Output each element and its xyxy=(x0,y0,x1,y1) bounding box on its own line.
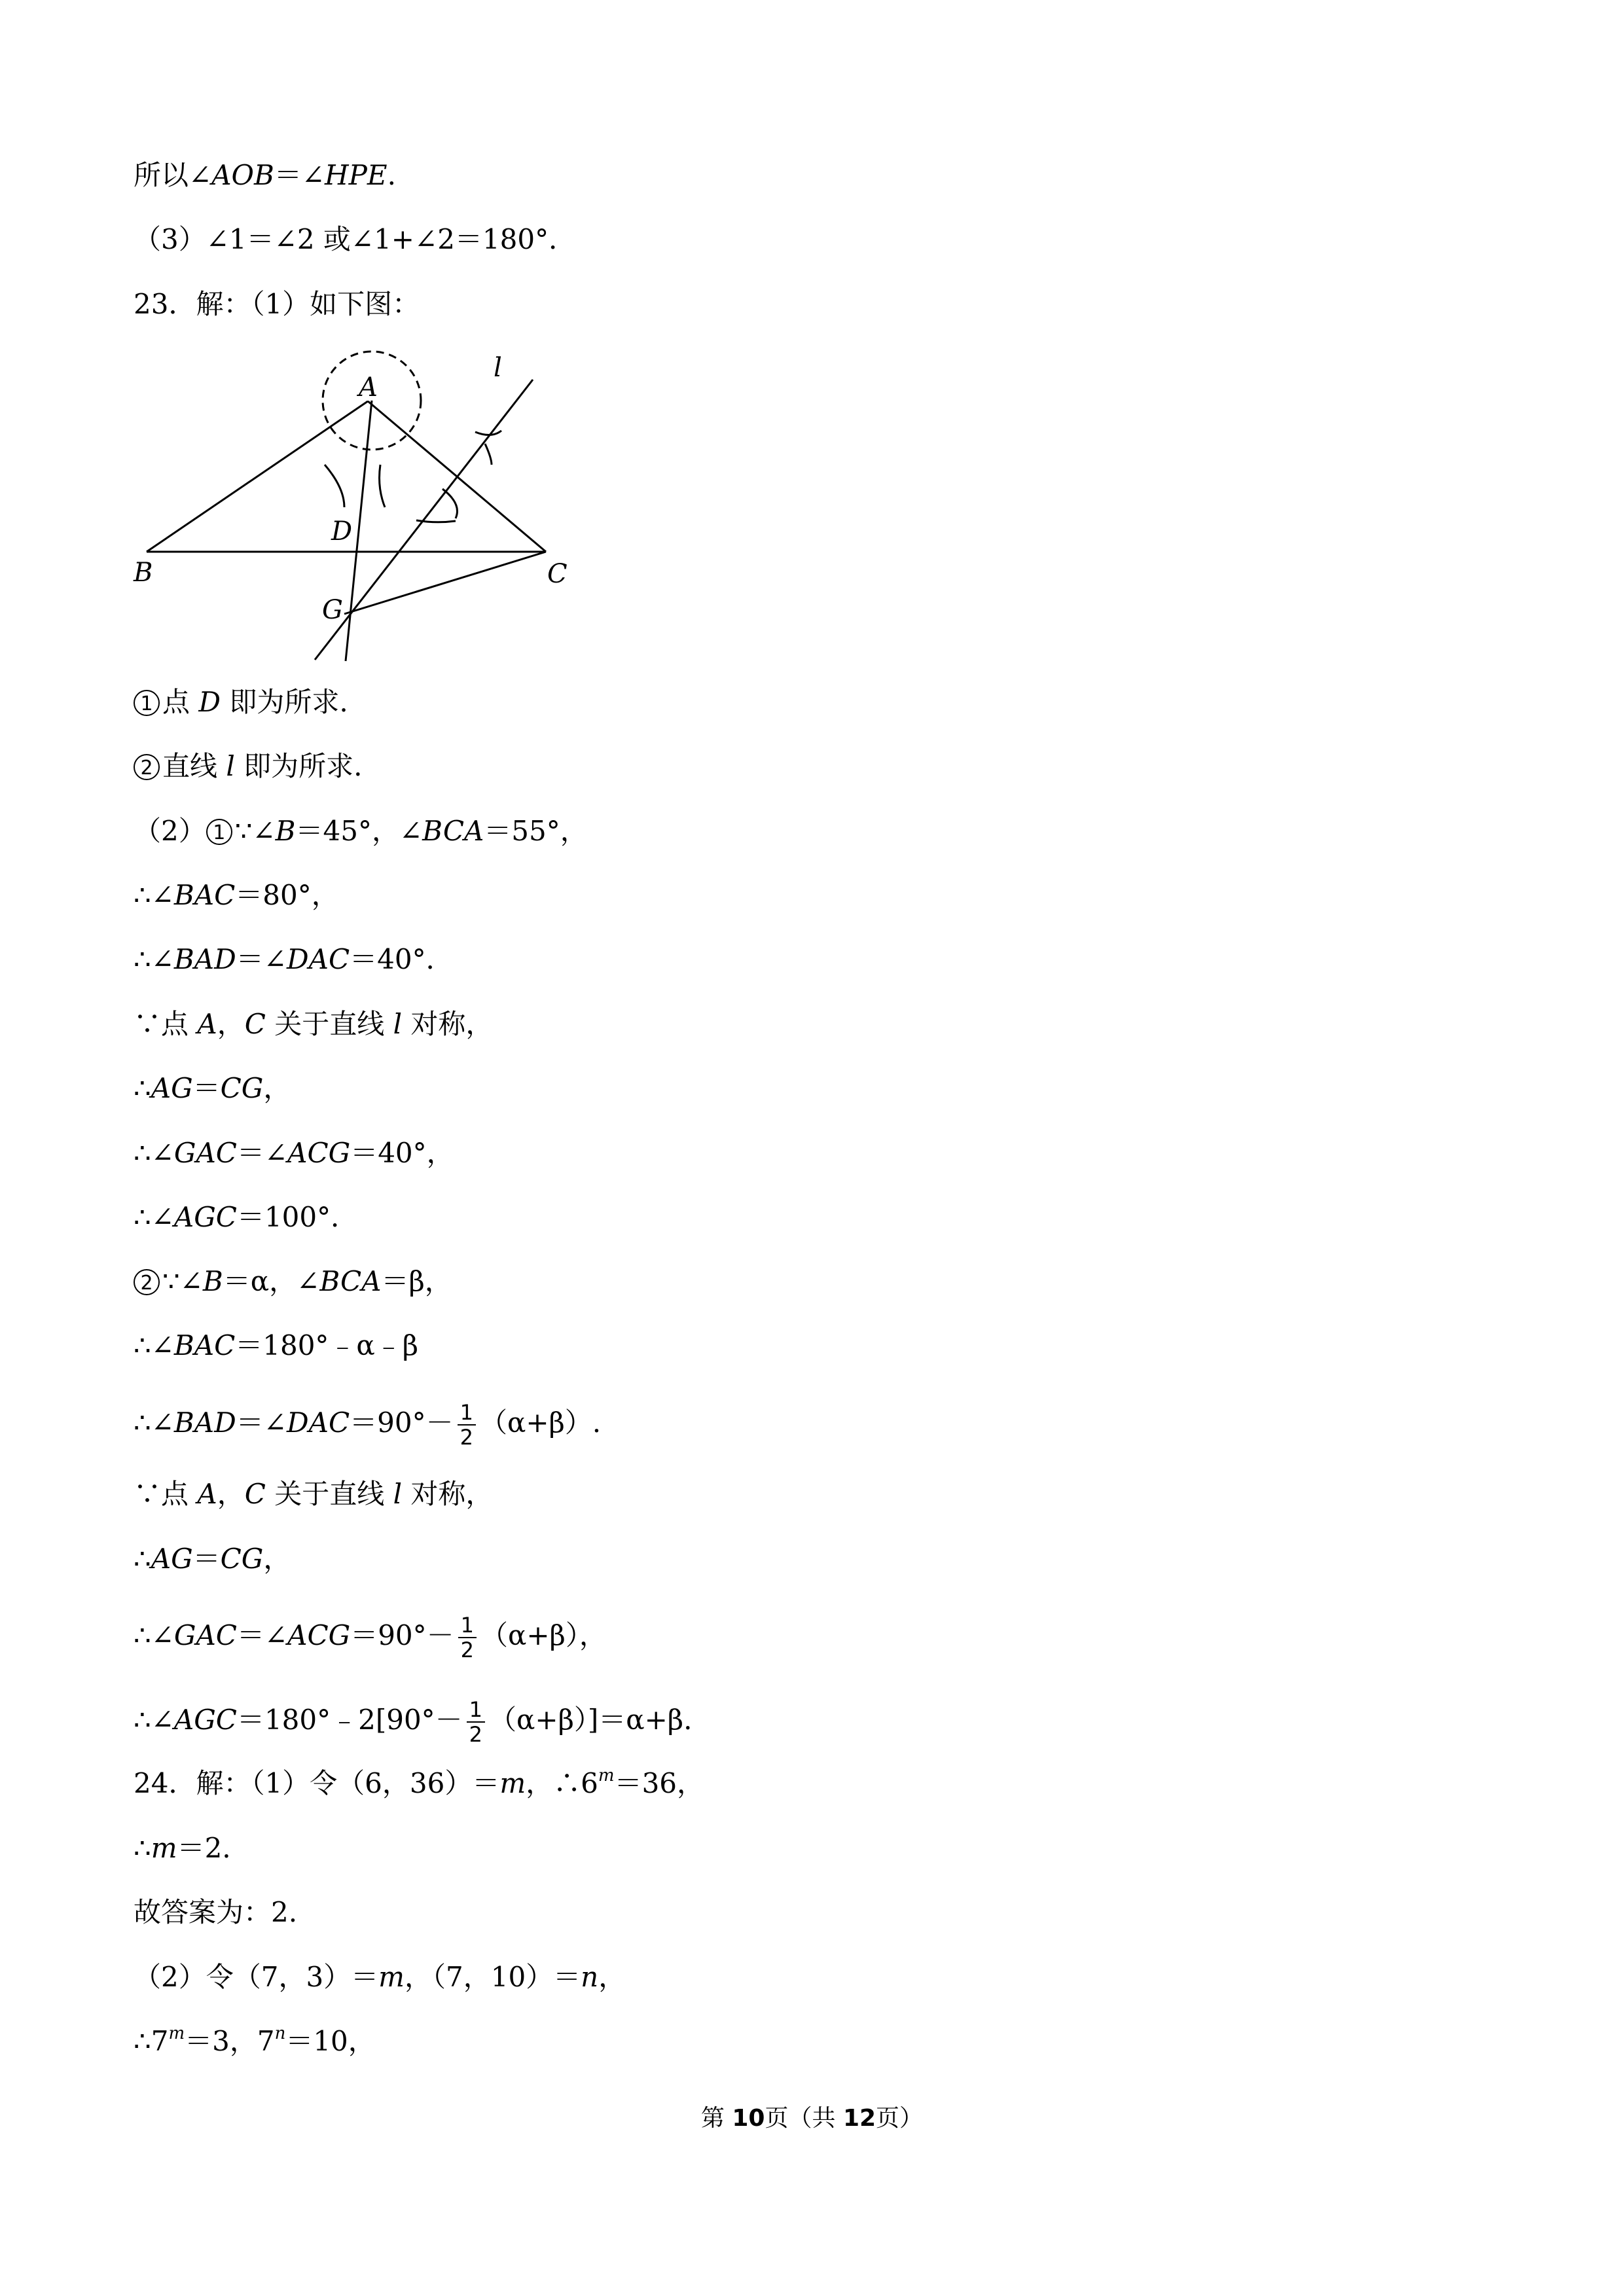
text-line: ∴m＝2. xyxy=(134,1832,231,1864)
circled-number-1: 1 xyxy=(134,690,160,716)
label-D: D xyxy=(331,516,353,547)
text-line: $\therefore 7^m=3$，$7^n=10$， xyxy=(134,2024,376,2057)
text-line: ∴∠BAC＝80°， xyxy=(134,879,339,911)
text-line: 1 点 D 即为所求. xyxy=(134,684,348,721)
circled-number-2: 2 xyxy=(134,754,160,780)
fraction-one-half: $\frac{1}{2}$ xyxy=(458,1401,476,1449)
label-G: G xyxy=(322,595,343,625)
text-line: ∴∠BAD＝∠DAC＝40°． xyxy=(134,943,454,975)
text-line: ∴∠GAC＝∠ACG＝40°， xyxy=(134,1137,454,1169)
text-line: 2 ∵∠B＝α，∠BCA＝β， xyxy=(134,1263,452,1300)
text-line: ∵点 A，C 关于直线 l 对称， xyxy=(134,1008,494,1040)
fraction-one-half: $\frac{1}{2}$ xyxy=(458,1613,477,1662)
fraction-one-half: $\frac{1}{2}$ xyxy=(467,1698,485,1746)
text-line: ∴∠AGC＝100°． xyxy=(134,1201,359,1233)
text-line: （2） 1 ∵∠B＝45°，∠BCA＝55°， xyxy=(134,815,588,847)
text-line: ∴∠AGC＝180°﹣2[90°－ $\frac{1}{2}$ （α+β）]＝α+β. xyxy=(134,1697,693,1747)
text-line: 2 直线 l 即为所求. xyxy=(134,748,363,785)
arc-mark xyxy=(416,520,456,522)
arc-mark xyxy=(380,465,385,507)
page-number: 10 xyxy=(732,2105,765,2132)
arc-mark xyxy=(475,431,501,435)
text-line: ∵点 A，C 关于直线 l 对称， xyxy=(134,1478,494,1510)
text-line: ∴∠BAD＝∠DAC＝90°－ $\frac{1}{2}$ （α+β）. xyxy=(134,1400,602,1450)
text-line: ∴AG＝CG， xyxy=(134,1072,291,1104)
arc-mark xyxy=(485,444,492,465)
circled-number-2: 2 xyxy=(134,1269,160,1295)
text-line: 24．解：（1）令（6，36）＝m，$\therefore 6^m=36$， xyxy=(134,1766,705,1799)
text-line: ∴∠BAC＝180°﹣α﹣β xyxy=(134,1329,419,1361)
geometry-figure xyxy=(128,340,586,668)
page-footer: 第 10页（共 12页） xyxy=(700,2105,924,2132)
label-l: l xyxy=(494,353,502,383)
text-line: （3）∠1＝∠2 或∠1+∠2＝180°． xyxy=(134,223,577,255)
text-line: 所以∠AOB＝∠HPE. xyxy=(134,159,396,191)
label-C: C xyxy=(547,559,568,589)
label-A: A xyxy=(359,372,378,403)
circled-number-1: 1 xyxy=(206,819,232,845)
label-B: B xyxy=(134,558,153,588)
arc-mark xyxy=(325,465,344,507)
page-total: 12 xyxy=(842,2105,876,2132)
text-line: ∴AG＝CG， xyxy=(134,1543,291,1575)
text-line: （2）令（7，3）＝m，（7，10）＝n， xyxy=(134,1961,626,1993)
text-line: 23．解：（1）如下图： xyxy=(134,288,420,320)
text-line: 故答案为：2. xyxy=(134,1896,298,1928)
text-line: ∴∠GAC＝∠ACG＝90°－ $\frac{1}{2}$ （α+β）， xyxy=(134,1613,607,1662)
